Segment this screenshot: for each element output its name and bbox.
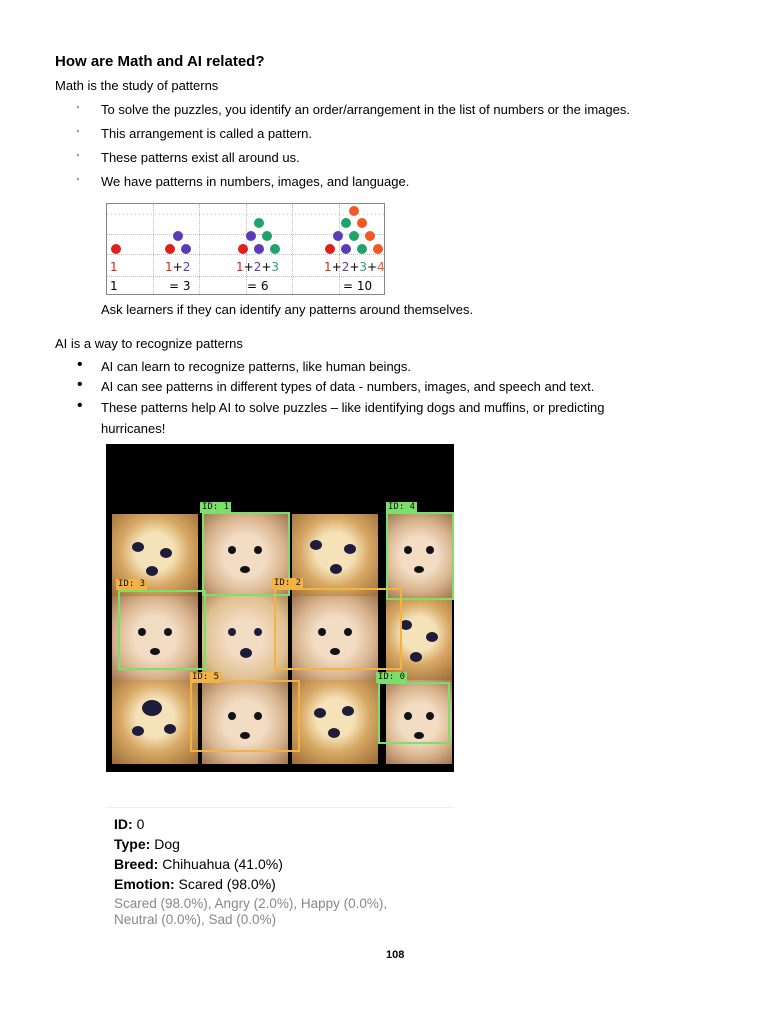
info-scores-line: Neutral (0.0%), Sad (0.0%) (114, 912, 277, 927)
bullet-text: These patterns exist all around us. (101, 150, 300, 165)
green-ball (270, 244, 280, 254)
green-ball (349, 231, 359, 241)
info-type: Type: Dog (114, 836, 180, 852)
detection-box (386, 512, 454, 600)
purple-ball (173, 231, 183, 241)
orange-ball (357, 218, 367, 228)
purple-ball (341, 244, 351, 254)
section2-intro: AI is a way to recognize patterns (55, 336, 243, 351)
page-heading: How are Math and AI related? (55, 53, 265, 70)
page-number: 108 (386, 949, 405, 961)
bullet-marker: • (77, 397, 83, 414)
detection-label: ID: 3 (118, 579, 146, 589)
bullet-text: We have patterns in numbers, images, and language. (101, 174, 410, 189)
sum-result: = 6 (247, 279, 269, 293)
sum-expression: 1+2 (165, 260, 191, 274)
info-id: ID: 0 (114, 816, 145, 832)
detection-box (118, 590, 206, 670)
detection-label: ID: 0 (378, 672, 406, 682)
sum-result: 1 (110, 279, 118, 293)
bullet-text: AI can learn to recognize patterns, like human beings. (101, 359, 412, 374)
bullet-text: AI can see patterns in different types of data - numbers, images, and speech and text. (101, 379, 595, 394)
info-breed: Breed: Chihuahua (41.0%) (114, 856, 283, 872)
bullet-text: hurricanes! (101, 421, 166, 436)
dog-muffin-detection-image (106, 444, 454, 772)
section2-bullet-continuation (101, 418, 165, 439)
purple-ball (333, 231, 343, 241)
detection-label: ID: 2 (274, 578, 302, 588)
sum-result: = 3 (169, 279, 191, 293)
purple-ball (254, 244, 264, 254)
bullet-marker: ' (77, 129, 79, 140)
section2-bullet (77, 376, 595, 397)
bullet-text: To solve the puzzles, you identify an order/arrangement in the list of numbers or the images. (101, 102, 630, 117)
bullet-marker: ' (77, 153, 79, 164)
bullet-text: These patterns help AI to solve puzzles – like identifying dogs and muffins, or predicting (101, 400, 605, 415)
detection-info-panel (106, 807, 454, 932)
bullet-marker: ' (77, 177, 79, 188)
muffin-tile (292, 680, 378, 764)
detection-box (274, 588, 402, 670)
green-ball (254, 218, 264, 228)
purple-ball (246, 231, 256, 241)
green-ball (357, 244, 367, 254)
followup-text: Ask learners if they can identify any patterns around themselves. (101, 302, 474, 317)
red-ball (165, 244, 175, 254)
green-ball (262, 231, 272, 241)
bullet-marker: • (77, 376, 83, 393)
section1-bullet (77, 171, 410, 192)
red-ball (238, 244, 248, 254)
sum-expression: 1+2+3+4 (324, 260, 385, 274)
detection-label: ID: 4 (388, 502, 416, 512)
sum-expression: 1 (110, 260, 118, 274)
green-ball (341, 218, 351, 228)
section1-bullet (77, 123, 312, 144)
section2-bullet (77, 356, 412, 377)
info-scores-line: Scared (98.0%), Angry (2.0%), Happy (0.0%), (114, 896, 388, 911)
detection-label: ID: 1 (202, 502, 230, 512)
purple-ball (181, 244, 191, 254)
orange-ball (373, 244, 383, 254)
info-emotion: Emotion: Scared (98.0%) (114, 876, 276, 892)
muffin-tile (292, 514, 378, 598)
bullet-marker: ' (77, 105, 79, 116)
red-ball (325, 244, 335, 254)
sum-expression: 1+2+3 (236, 260, 280, 274)
section1-intro: Math is the study of patterns (55, 78, 219, 93)
orange-ball (349, 206, 359, 216)
detection-label: ID: 5 (192, 672, 220, 682)
section2-bullet (77, 397, 605, 418)
detection-box (190, 680, 300, 752)
sum-result: = 10 (343, 279, 373, 293)
red-ball (111, 244, 121, 254)
triangular-number-figure (106, 203, 385, 295)
bullet-marker: • (77, 356, 83, 373)
orange-ball (365, 231, 375, 241)
section1-bullet (77, 147, 300, 168)
detection-box (378, 682, 450, 744)
section1-bullet (77, 99, 630, 120)
muffin-tile (112, 680, 198, 764)
bullet-text: This arrangement is called a pattern. (101, 126, 312, 141)
